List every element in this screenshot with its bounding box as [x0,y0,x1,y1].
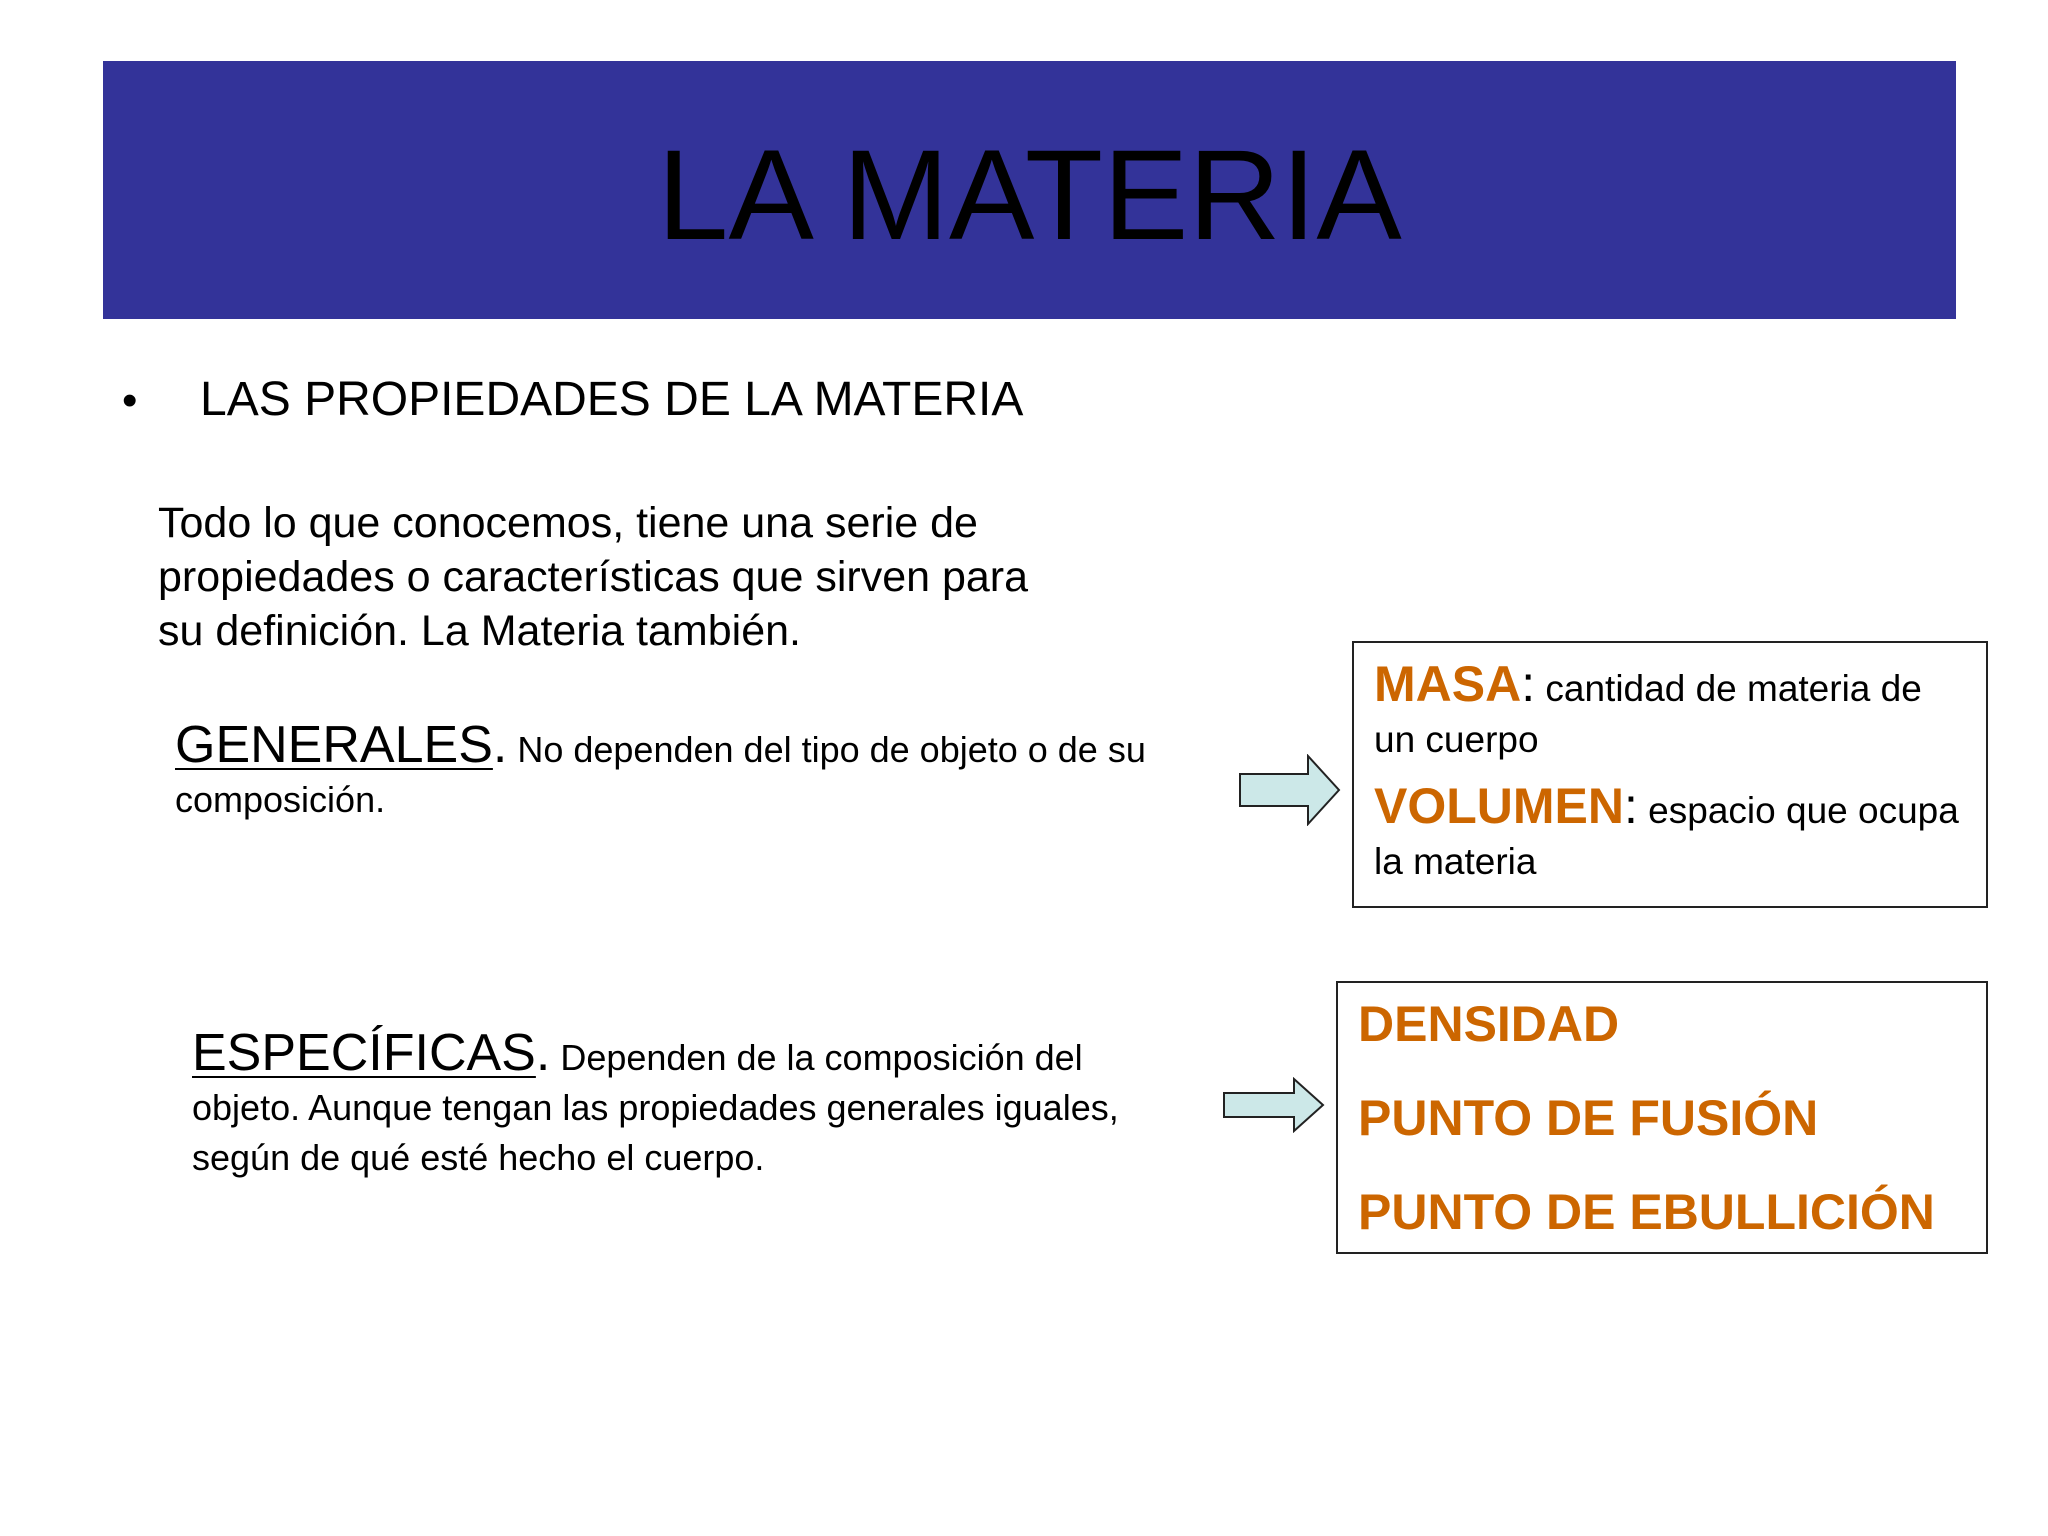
specific-properties-box [1336,981,1988,1254]
property-name: VOLUMEN [1374,778,1624,834]
intro-paragraph [158,496,1118,658]
property-name: MASA [1374,656,1522,712]
generales-dot: . [492,716,508,774]
general-properties-box [1352,641,1988,908]
property-definition: espacio que ocupa la materia [1374,790,1959,882]
intro-line: propiedades o características que sirven para [158,553,1029,601]
intro-line: su definición. La Materia también. [158,607,801,655]
especificas-dot: . [535,1024,551,1082]
property-colon: : [1521,656,1536,712]
especificas-text: Dependen de la composición del objeto. Aunque tengan las propiedades generales iguales, según de qué esté hecho el cuerpo. [192,1037,1119,1178]
property-definition: cantidad de materia de un cuerpo [1374,668,1922,760]
bullet-text: LAS PROPIEDADES DE LA MATERIA [200,373,1024,426]
generales-heading: GENERALES [175,716,493,774]
title-bar [103,61,1956,319]
property-colon: : [1624,778,1638,834]
especificas-description [192,1024,1172,1183]
slide-title: LA MATERIA [657,124,1402,267]
right-arrow-icon [1222,1077,1326,1133]
property-densidad: DENSIDAD [1358,996,1620,1052]
property-punto-de-fusion: PUNTO DE FUSIÓN [1358,1090,1819,1146]
right-arrow-icon [1238,754,1342,826]
intro-line: Todo lo que conocemos, tiene una serie de [158,499,978,547]
property-entry-volumen [1374,778,1968,887]
property-entry-masa [1374,656,1968,765]
property-punto-de-ebullicion: PUNTO DE EBULLICIÓN [1358,1184,1935,1240]
bullet-icon: • [122,376,138,425]
generales-description [175,716,1235,825]
bullet-point [122,372,1023,427]
generales-text: No dependen del tipo de objeto o de su composición. [175,729,1146,820]
especificas-heading: ESPECÍFICAS [192,1024,536,1082]
